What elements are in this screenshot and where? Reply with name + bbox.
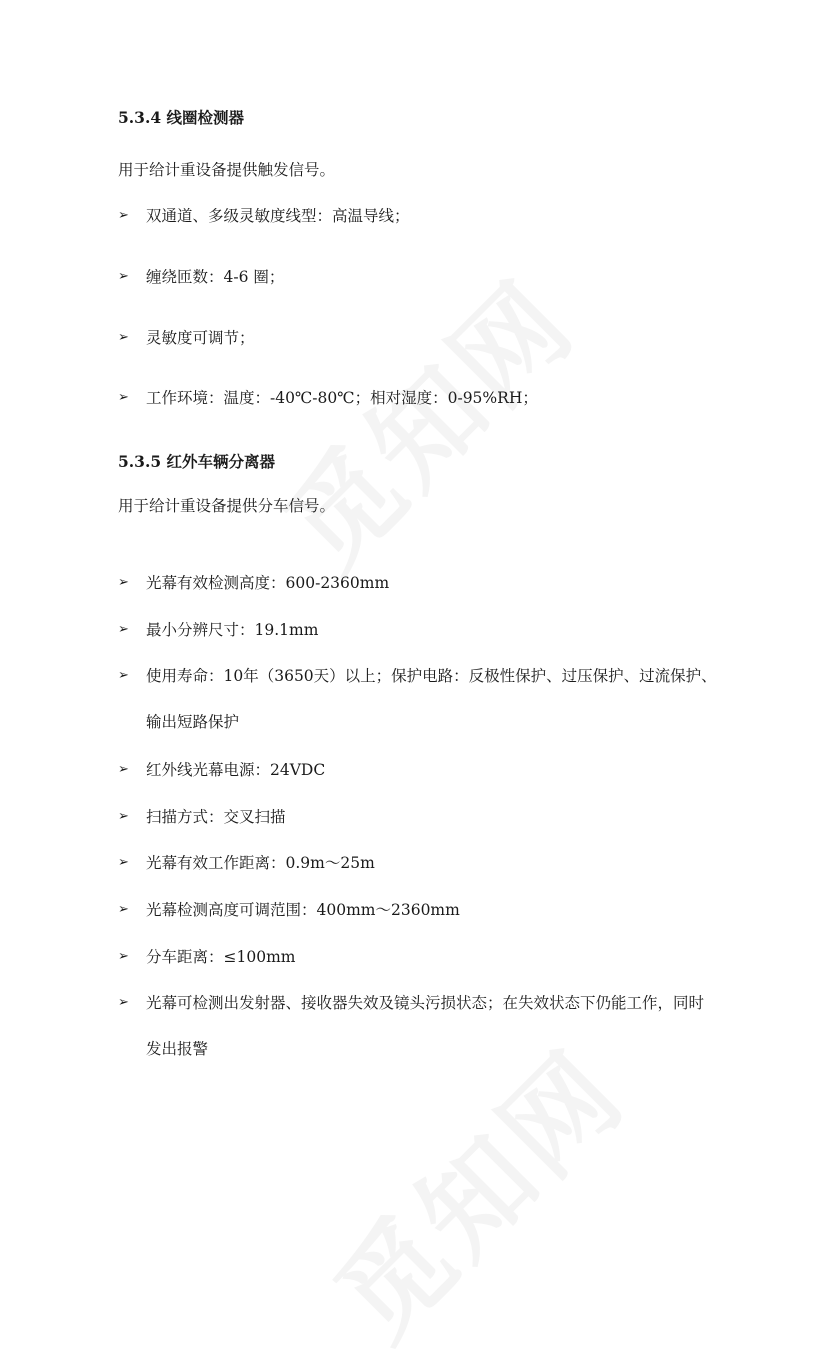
list-item: ➢ 扫描方式：交叉扫描	[118, 794, 718, 840]
arrowhead-bullet-icon: ➢	[118, 390, 129, 405]
list-item: ➢ 使用寿命：10年（3650天）以上；保护电路：反极性保护、过压保护、过流保护、输出短路保护	[118, 653, 718, 745]
list-item: ➢ 光幕可检测出发射器、接收器失效及镜头污损状态；在失效状态下仍能工作，同时发出报警	[118, 980, 718, 1072]
arrowhead-bullet-icon: ➢	[118, 575, 129, 590]
section-heading: 5.3.5 红外车辆分离器	[118, 452, 276, 471]
list-item: ➢ 工作环境：温度：-40℃-80℃；相对湿度：0-95%RH；	[118, 375, 718, 421]
arrowhead-bullet-icon: ➢	[118, 902, 129, 917]
arrowhead-bullet-icon: ➢	[118, 269, 129, 284]
list-item: ➢ 光幕检测高度可调范围：400mm～2360mm	[118, 887, 718, 933]
list-item: ➢ 灵敏度可调节；	[118, 315, 718, 361]
section-intro: 用于给计重设备提供分车信号。	[118, 497, 336, 515]
arrowhead-bullet-icon: ➢	[118, 949, 129, 964]
list-item: ➢ 缠绕匝数：4-6 圈；	[118, 254, 718, 300]
section-heading: 5.3.4 线圈检测器	[118, 108, 245, 127]
list-item: ➢ 红外线光幕电源：24VDC	[118, 747, 718, 793]
list-item: ➢ 分车距离：≤100mm	[118, 934, 718, 980]
list-item: ➢ 双通道、多级灵敏度线型：高温导线；	[118, 193, 718, 239]
section-intro: 用于给计重设备提供触发信号。	[118, 161, 336, 179]
arrowhead-bullet-icon: ➢	[118, 855, 129, 870]
list-item: ➢ 光幕有效检测高度：600-2360mm	[118, 560, 718, 606]
arrowhead-bullet-icon: ➢	[118, 762, 129, 777]
arrowhead-bullet-icon: ➢	[118, 330, 129, 345]
arrowhead-bullet-icon: ➢	[118, 622, 129, 637]
arrowhead-bullet-icon: ➢	[118, 809, 129, 824]
arrowhead-bullet-icon: ➢	[118, 668, 129, 683]
arrowhead-bullet-icon: ➢	[118, 208, 129, 223]
list-item: ➢ 光幕有效工作距离：0.9m～25m	[118, 840, 718, 886]
arrowhead-bullet-icon: ➢	[118, 995, 129, 1010]
list-item: ➢ 最小分辨尺寸：19.1mm	[118, 607, 718, 653]
